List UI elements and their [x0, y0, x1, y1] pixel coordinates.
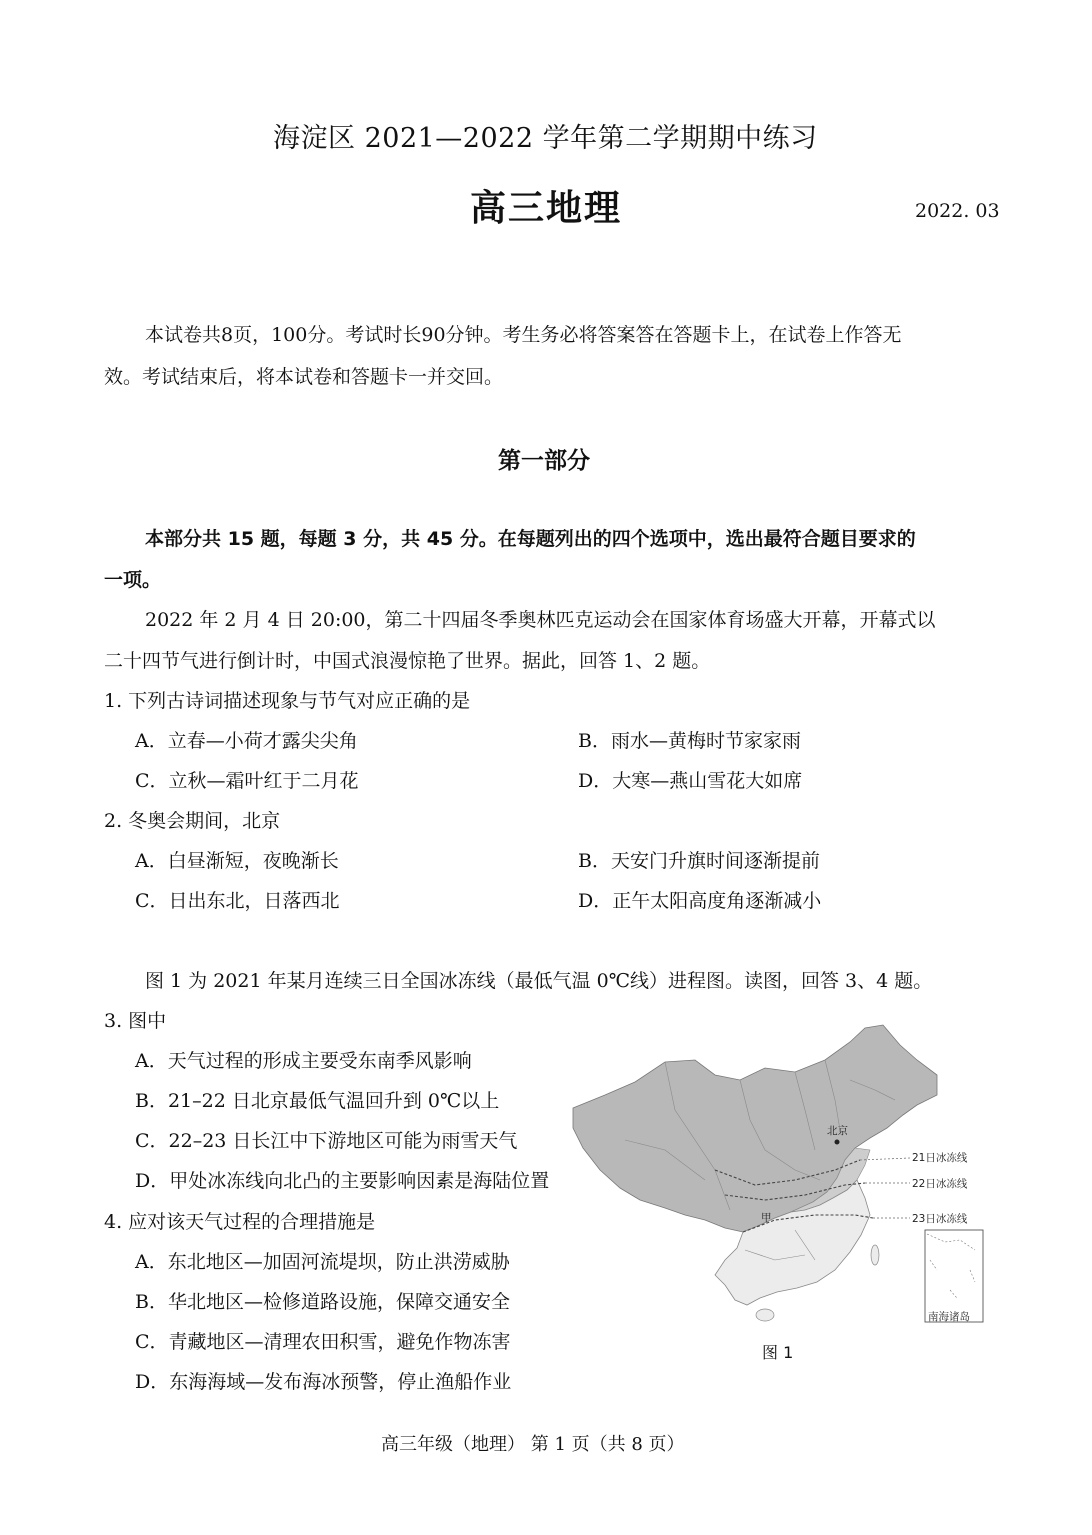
- q2-option-b: B．天安门升旗时间逐渐提前: [578, 850, 820, 872]
- q3-option-c: C．22–23 日长江中下游地区可能为雨雪天气: [135, 1130, 518, 1152]
- q1-option-b: B．雨水—黄梅时节家家雨: [578, 730, 801, 752]
- q3-option-b: B．21–22 日北京最低气温回升到 0℃以上: [135, 1090, 500, 1112]
- instructions-line2: 效。考试结束后，将本试卷和答题卡一并交回。: [104, 366, 504, 388]
- instructions-line1: 本试卷共8页，100分。考试时长90分钟。考生务必将答案答在答题卡上，在试卷上作答无: [145, 324, 902, 346]
- q4-option-d: D．东海海域—发布海冰预警，停止渔船作业: [135, 1371, 512, 1393]
- label-nanhai: 南海诸岛: [928, 1311, 970, 1323]
- china-map-graphic: [565, 1020, 990, 1330]
- label-freeze-23: 23日冰冻线: [912, 1213, 968, 1225]
- q2-option-c: C．日出东北，日落西北: [135, 890, 340, 912]
- map-region-north: [573, 1025, 937, 1232]
- q3-stem: 3. 图中: [104, 1010, 167, 1032]
- passage1-line2: 二十四节气进行倒计时，中国式浪漫惊艳了世界。据此，回答 1、2 题。: [104, 650, 711, 672]
- figure1-caption: 图 1: [762, 1343, 794, 1362]
- part1-heading: 第一部分: [498, 447, 590, 474]
- q2-option-a: A．白昼渐短，夜晚渐长: [135, 850, 339, 872]
- label-freeze-22: 22日冰冻线: [912, 1178, 968, 1190]
- passage1-line1: 2022 年 2 月 4 日 20:00，第二十四届冬季奥林匹克运动会在国家体育场盛大开幕，开幕式以: [145, 609, 936, 631]
- part1-intro-line2: 一项。: [104, 569, 162, 591]
- page-footer: 高三年级（地理） 第 1 页（共 8 页）: [381, 1434, 685, 1455]
- label-freeze-21: 21日冰冻线: [912, 1152, 968, 1164]
- exam-title: 海淀区 2021—2022 学年第二学期期中练习: [273, 123, 818, 154]
- q2-stem: 2. 冬奥会期间，北京: [104, 810, 281, 832]
- label-jia: 甲: [761, 1212, 772, 1224]
- label-beijing: 北京: [827, 1125, 848, 1137]
- q1-stem: 1. 下列古诗词描述现象与节气对应正确的是: [104, 690, 471, 712]
- beijing-marker: [835, 1140, 840, 1145]
- passage2-line1: 图 1 为 2021 年某月连续三日全国冰冻线（最低气温 0℃线）进程图。读图，回答 3、4 题。: [145, 970, 933, 992]
- q2-option-d: D．正午太阳高度角逐渐减小: [578, 890, 822, 912]
- q1-option-d: D．大寒—燕山雪花大如席: [578, 770, 803, 792]
- q1-option-a: A．立春—小荷才露尖尖角: [135, 730, 358, 752]
- part1-intro-line1: 本部分共 15 题，每题 3 分，共 45 分。在每题列出的四个选项中，选出最符合题目要求的: [145, 528, 916, 550]
- q4-option-c: C．青藏地区—清理农田积雪，避免作物冻害: [135, 1331, 511, 1353]
- subject-title: 高三地理: [470, 187, 623, 229]
- figure1-map: [565, 1020, 990, 1330]
- map-hainan: [756, 1309, 774, 1321]
- q1-option-c: C．立秋—霜叶红于二月花: [135, 770, 359, 792]
- q4-option-b: B．华北地区—检修道路设施，保障交通安全: [135, 1291, 510, 1313]
- q3-option-d: D．甲处冰冻线向北凸的主要影响因素是海陆位置: [135, 1170, 550, 1192]
- exam-date: 2022. 03: [915, 200, 1000, 222]
- q4-option-a: A．东北地区—加固河流堤坝，防止洪涝威胁: [135, 1251, 510, 1273]
- map-taiwan: [871, 1245, 879, 1265]
- q3-option-a: A．天气过程的形成主要受东南季风影响: [135, 1050, 472, 1072]
- q4-stem: 4. 应对该天气过程的合理措施是: [104, 1211, 376, 1233]
